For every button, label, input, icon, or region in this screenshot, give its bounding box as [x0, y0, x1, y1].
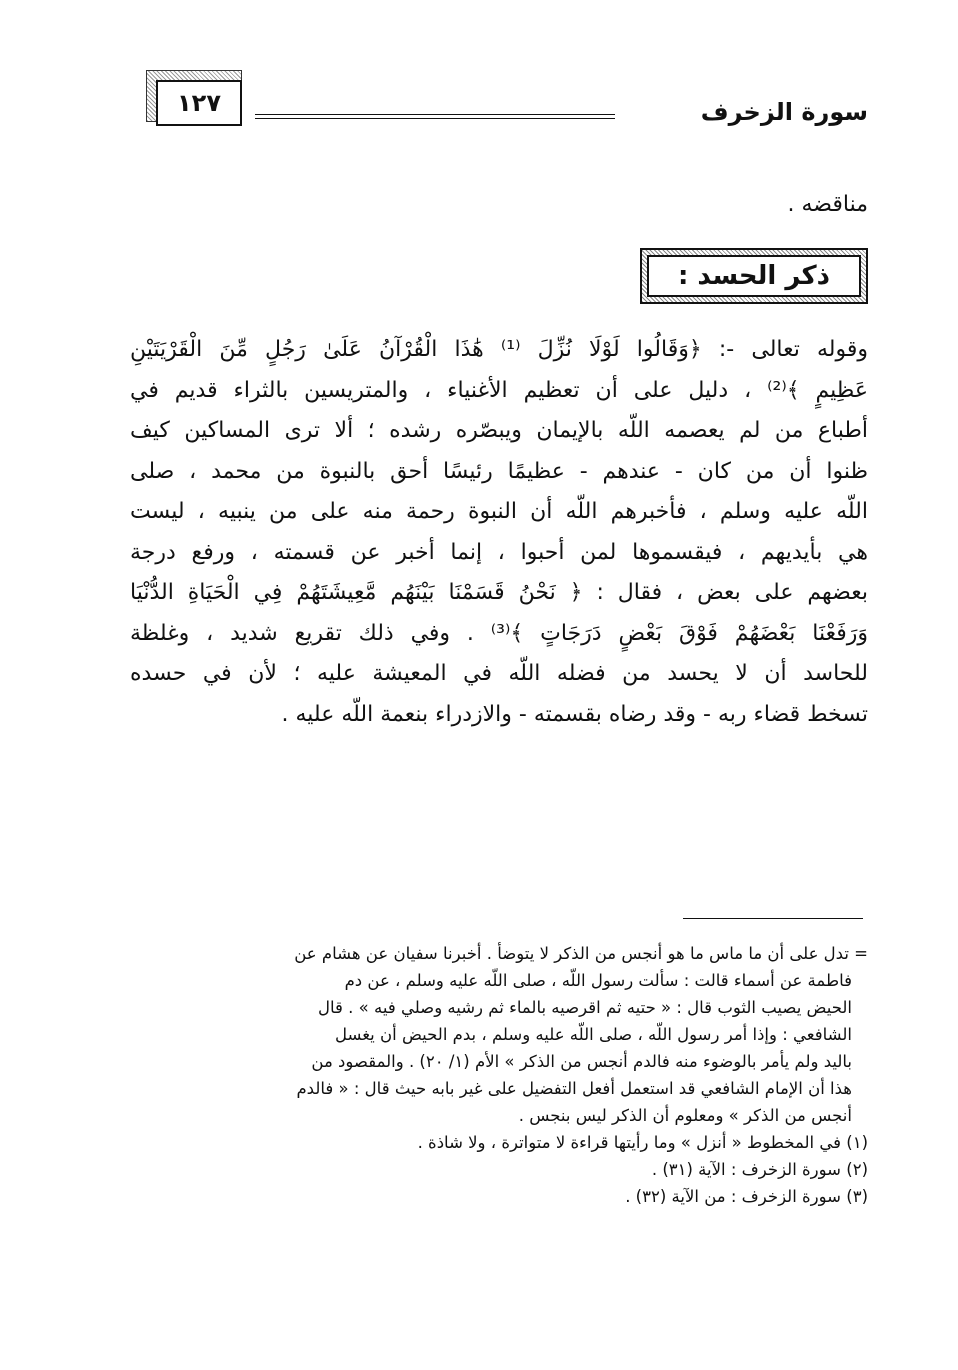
- footnote-continuation-line: = تدل على أن ما ماس ما هو أنجس من الذكر لا يتوضأ . أخبرنا سفيان عن هشام عن: [294, 944, 868, 963]
- page-number: ١٢٧: [156, 80, 242, 126]
- running-header-title: سورة الزخرف: [700, 98, 868, 126]
- paragraph-line: وَرَفَعْنَا بَعْضَهُمْ فَوْقَ بَعْضٍ دَرَجَاتٍ ﴾⁽³⁾ . وفي ذلك تقريع شديد ، وغلظة: [130, 620, 868, 646]
- paragraph-line: اللّه عليه وسلم ، فأخبرهم اللّه أن النبوة رحمة منه على من ينبيه ، ليست: [130, 499, 868, 524]
- footnote-separator: [683, 918, 863, 919]
- paragraph-line: عَظِيمٍ ﴾⁽²⁾ ، دليل على أن تعظيم الأغنياء ، والمتريسين بالثراء قديم في: [130, 377, 868, 403]
- paragraph-line: هي بأيديهم ، فيقسموها لمن أحبوا ، إنما أخبر عن قسمته ، ورفع درجة: [130, 539, 868, 565]
- footnote-2: (٢) سورة الزخرف : الآية (٣١) .: [651, 1160, 868, 1179]
- main-paragraph: [130, 330, 868, 735]
- footnote-3: (٣) سورة الزخرف : من الآية (٣٢) .: [625, 1187, 868, 1206]
- paragraph-line: للحاسد أن لا يحسد من فضله اللّه في المعيشة عليه ؛ لأن في حسده: [130, 661, 868, 686]
- intro-text: مناقضه .: [787, 192, 868, 217]
- paragraph-line: تسخط قضاء ربه - وقد رضاه بقسمته - والازدراء بنعمة اللّه عليه .: [281, 701, 868, 727]
- section-heading: ذكر الحسد :: [647, 255, 861, 297]
- footnote-continuation-line: الحيض يصيب الثوب قال : « حتيه ثم اقرصيه بالماء ثم رشيه وصلي فيه » . قال: [318, 998, 852, 1017]
- paragraph-line: أطباع من لم يعصمه اللّه بالإيمان ويبصّره رشده ؛ ألا ترى المساكين كيف: [130, 418, 868, 443]
- paragraph-line: ظنوا أن من كان - عندهم - عظيمًا رئيسًا أحق بالنبوة من محمد ، صلى: [130, 458, 868, 484]
- header-rule: [255, 114, 615, 119]
- paragraph-line: بعضهم على بعض ، فقال : ﴿ نَحْنُ قَسَمْنَا بَيْنَهُم مَّعِيشَتَهُمْ فِي الْحَيَاةِ الدُّنْيَا: [130, 580, 868, 605]
- section-heading-box: [640, 248, 868, 304]
- footnote-continuation-line: فاطمة عن أسماء قالت : سألت رسول اللّه ، صلى اللّه عليه وسلم ، عن دم: [344, 971, 852, 990]
- footnotes: [130, 940, 868, 1210]
- footnote-continuation-line: أنجس من الذكر » ومعلوم أن الذكر ليس بنجس .: [518, 1106, 852, 1125]
- page-number-box: [146, 70, 246, 126]
- footnote-1: (١) في المخطوط « أنزل » وما رأيتها قراءة لا متواترة ، ولا شاذة .: [417, 1133, 868, 1152]
- footnote-continuation-line: باليد ولم يأمر بالوضوء منه فالدم أنجس من الذكر » الأم (١/ ٢٠) . والمقصود من: [311, 1052, 852, 1071]
- paragraph-line: وقوله تعالى -: ﴿وَقَالُوا لَوْلَا نُزِّلَ ⁽¹⁾ هَٰذَا الْقُرْآنُ عَلَىٰ رَجُلٍ مِّنَ الْقَرْيَتَيْنِ: [130, 337, 868, 362]
- footnote-continuation-line: الشافعي : وإذا أمر رسول اللّه ، صلى اللّه عليه وسلم ، بدم الحيض أن يغسل: [335, 1025, 852, 1044]
- footnote-continuation-line: هذا أن الإمام الشافعي قد استعمل أفعل التفضيل على غير بابه حيث قال : « فالدم: [296, 1079, 852, 1098]
